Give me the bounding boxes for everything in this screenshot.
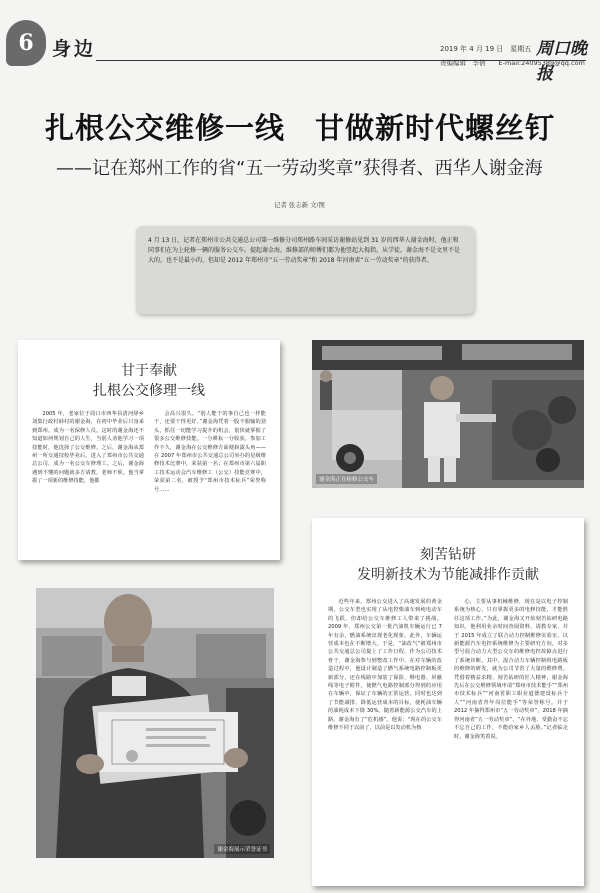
page-subheadline: ——记在郑州工作的省“五一劳动奖章”获得者、西华人谢金海 [56, 158, 543, 179]
story-box-research [312, 518, 584, 886]
workshop-photo-image [312, 340, 584, 488]
photo-certificates [36, 588, 274, 858]
box-column-left: 2005 年，老家位于周口市西华县清河驿乡刘集行政村薛村的谢金海，在初中毕业后只身来到郑州。成为一名保修人员。这时的谢金海还不知道如何规划自己的人生，当别人劝他学习一项技能时，他选择了公交维修。之后，谢金海从郑州一所交通技校毕业后，进入了郑州市公共交通总公司，成为一名公交车修理工。之后，谢金海遇到不懂的问题就多方请教，老师不烦。他当掌握了一项新的维修技能，他都 [32, 411, 144, 485]
photo-caption-workshop: 谢金海正在检修公交车 [316, 474, 377, 484]
editor-line: 责编编辑 李倩 E-mail:24095389@qq.com [440, 59, 585, 67]
photo-caption-certificates: 谢金海展示荣誉证书 [214, 844, 270, 854]
box-title-line2: 发明新技术为节能减排作贡献 [357, 567, 539, 583]
masthead-logo: 周口晚报 [536, 39, 587, 84]
story-box-dedication [18, 340, 280, 560]
box-title-line1: 刻苦钻研 [420, 547, 476, 563]
certificates-photo-image [36, 588, 274, 858]
lead-paragraph: 4 月 13 日，记者在郑州市公共交通总公司第一维修分司郑州路车间采访谢修站见到 31 岁的西华人谢金海时，他正和同事们在为上轮修一辆的服务公交车。提起谢金海，维修部的师傅们都为他竖起大拇指。从学徒，谢金海不是文里不是大的，也不是最小的，但却是 2012 年郑州市“五一劳动奖章”和 2018 年河南省“五一劳动奖章”的获得者。 [136, 226, 474, 314]
box-title-line2: 扎根公交修理一线 [93, 383, 205, 399]
box-column-right: 会高兴很久。“别人能干的事自己也一样能干，还要干得更好。”谢金海凭着一股不服输的劲头，抓住一切能学习提升的机会，很快就掌握了很多公交维修技能。一分耕耘一分收获。参加工作不久，谢金海在公交维修方面便崭露头角——在 2007 年郑州市公共交通总公司举办的星级维修技术比赛中，荣获第一名；在郑州市第六届职工技术运动会汽车维修工（公交）技能竞赛中，荣获第二名，被授予“郑州市技术标兵”荣誉称号…… [154, 411, 266, 493]
section-title: 身边 [52, 38, 97, 60]
page-headline: 扎根公交维修一线 甘做新时代螺丝钉 [44, 111, 555, 145]
box-column-right: 心，主要从事机械维修，现在是以电子控制系统为核心，只有掌握更多的电修技能，才能胜任这项工作。”为此，谢金海又开始刻苦钻研电路知识，他利用业余时间查阅资料、请教专家，并于 2015 年成立了联合动力控制维修实验室，以新能源汽车电控系统维修为主要研究方向，对多型号混合动力大型公交车的维修电控故障点进行了系统诊断。其中，混合动力车辆控制组电路板的维修的研发，就为公司节省了大量的维修费。凭借着精益求精、刻苦钻研的匠人精神，谢金海先后在公交维修领域申请“郑州市技术能手”“郑州市技术标兵”“河南省职工职业道德建设标兵个人”“河南省青年岗位能手”等荣誉称号。并于 2012 年摘得郑州市“五一劳动奖章”，2018 年摘得河南省“五一劳动奖章”。“在外地，受勤奋不忘不忘自己的工作，不能给家乡人丢脸。”记者临走时，谢金海笑着说。 [454, 599, 568, 740]
box-title-line1: 甘于奉献 [121, 363, 177, 379]
photo-workshop [312, 340, 584, 488]
box-column-left: 近些年来，郑州公交进入了高速发展的黄金期，公交车型也实现了从电控柴油车到纯电动车的飞跃，但却给公交车维修工人带来了挑战。2009 年，郑州公交第一批汽油机车辆运行已 7 年有余，燃油系统出现老化现象，此外，车辆运营成本也在不断增大。于是，“油改气”被郑州市公共交通总公司提上了工作日程。作为公司技术骨干，谢金海参与到整改工作中。在对车辆的改造过程中，他设计制造了燃气系统电路控制板更新部分，还在线路中加装了保险、继电器、屏蔽线等电子附件，使燃气电路控制部分得到的应用在车辆中，保证了车辆的正常运营，同时也达到了节能减排、降低运营成本的目标，使耗油车辆的油耗成本下降 30%。随着新能源公交汽车的上路，谢金海有了“危机感”。他说：“现在的公交车维修不同于以前了，以前是以发动机为核 [328, 599, 442, 732]
byline: 记者 张志新 文/图 [274, 202, 325, 209]
page-number-badge: 6 [6, 20, 46, 66]
date-line: 2019 年 4 月 19 日 星期五 [440, 45, 532, 53]
